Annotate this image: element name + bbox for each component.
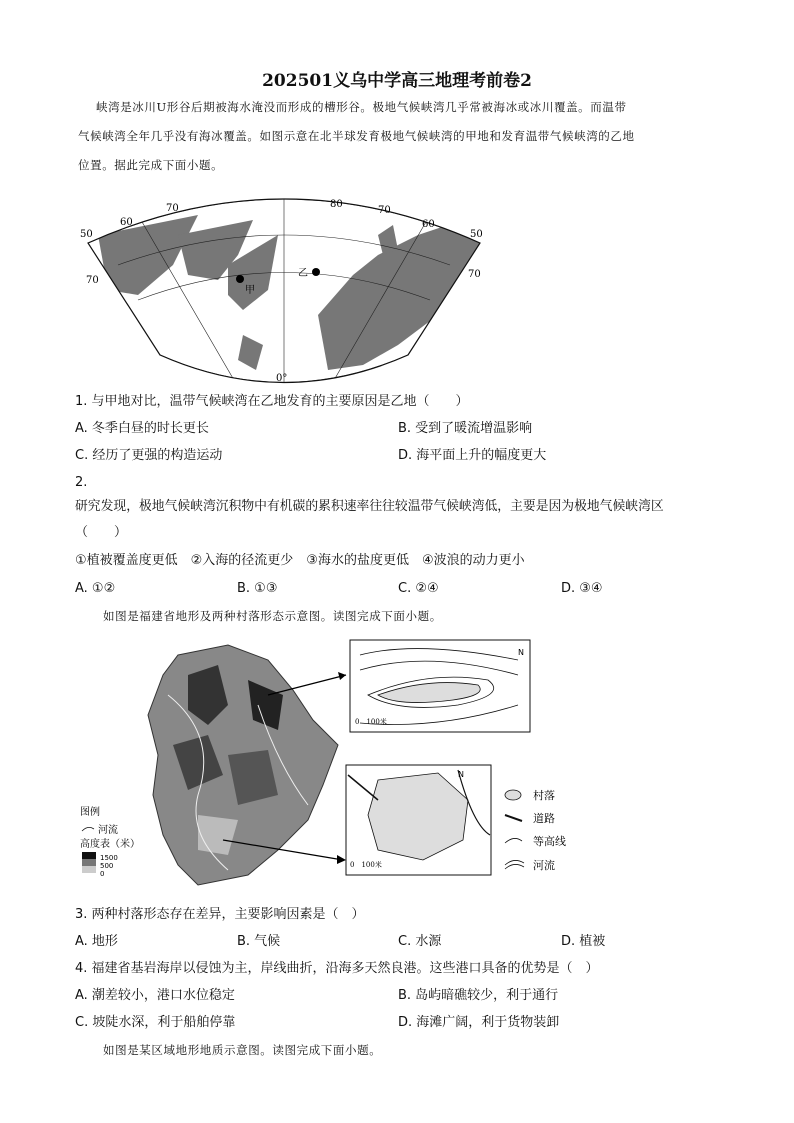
intro-line-1: 峡湾是冰川U形谷后期被海水淹没而形成的槽形谷。极地气候峡湾几乎常被海冰或冰川覆盖。而温带 (96, 100, 627, 114)
lat-label: 50 (80, 229, 93, 240)
page-title: 202501义乌中学高三地理考前卷2 (262, 71, 532, 91)
lon-label: 70 (468, 269, 481, 280)
lon-label: 60 (422, 219, 435, 230)
point-yi (312, 268, 320, 276)
legend-village: 村落 (533, 789, 555, 802)
lon-label: 60 (120, 217, 133, 228)
north-arrow: N (518, 648, 524, 657)
q3-option-d[interactable]: D. 植被 (561, 934, 606, 949)
label-yi: 乙 (298, 268, 308, 279)
q3-option-a[interactable]: A. 地形 (75, 934, 118, 949)
intro-3: 如图是某区域地形地质示意图。读图完成下面小题。 (103, 1043, 382, 1057)
q4-option-c[interactable]: C. 坡陡水深，利于船舶停靠 (75, 1015, 236, 1030)
legend-river: 河流 (533, 859, 555, 872)
lon-label: 70 (378, 205, 391, 216)
fjord-location-map (78, 195, 490, 387)
scale-bar: 0 100米 (350, 861, 382, 869)
q1-option-a[interactable]: A. 冬季白昼的时长更长 (75, 421, 209, 436)
legend-title: 图例 (80, 807, 100, 818)
q1-option-c[interactable]: C. 经历了更强的构造运动 (75, 448, 223, 463)
lat-label: 80 (330, 199, 343, 210)
intro-line-3: 位置。据此完成下面小题。 (78, 158, 224, 172)
q4-option-b[interactable]: B. 岛屿暗礁较少，利于通行 (398, 988, 559, 1003)
q3-option-b[interactable]: B. 气候 (237, 934, 281, 949)
q1-option-d[interactable]: D. 海平面上升的幅度更大 (398, 448, 547, 463)
q2-option-b[interactable]: B. ①③ (237, 581, 278, 596)
elev-0: 0 (100, 870, 105, 878)
intro-line-2: 气候峡湾全年几乎没有海冰覆盖。如图示意在北半球发育极地气候峡湾的甲地和发育温带气候峡湾的乙地 (78, 129, 635, 143)
q2-paren: （ ） (75, 525, 128, 540)
legend-river-left: 河流 (98, 825, 118, 836)
elev-1500: 1500 (100, 854, 118, 862)
q3-stem: 3. 两种村落形态存在差异，主要影响因素是（ ） (75, 907, 365, 922)
point-jia (236, 275, 244, 283)
lon-label-zero: 0° (276, 373, 288, 384)
lat-label: 50 (470, 229, 483, 240)
scale-bar: 0 100米 (355, 718, 387, 726)
q4-option-d[interactable]: D. 海滩广阔，利于货物装卸 (398, 1015, 560, 1030)
north-arrow: N (458, 770, 464, 779)
label-jia: 甲 (245, 285, 255, 296)
q2-option-d[interactable]: D. ③④ (561, 581, 603, 596)
q4-option-a[interactable]: A. 潮差较小，港口水位稳定 (75, 988, 235, 1003)
legend-contour: 等高线 (533, 835, 566, 848)
q3-option-c[interactable]: C. 水源 (398, 934, 442, 949)
q2-items: ①植被覆盖度更低 ②入海的径流更少 ③海水的盐度更低 ④波浪的动力更小 (75, 553, 525, 568)
fujian-terrain-map (78, 635, 578, 895)
q1-option-b[interactable]: B. 受到了暖流增温影响 (398, 421, 533, 436)
lon-label: 70 (166, 203, 179, 214)
legend-village-icon (505, 790, 521, 800)
legend-road: 道路 (533, 812, 555, 825)
q1-stem: 1. 与甲地对比，温带气候峡湾在乙地发育的主要原因是乙地（ ） (75, 394, 469, 409)
q2-stem: 研究发现，极地气候峡湾沉积物中有机碳的累积速率往往较温带气候峡湾低，主要是因为极地气候峡湾区 (75, 499, 664, 514)
lon-label: 70 (86, 275, 99, 286)
q4-stem: 4. 福建省基岩海岸以侵蚀为主，岸线曲折，沿海多天然良港。这些港口具备的优势是（ ） (75, 961, 599, 976)
elev-500: 500 (100, 862, 114, 870)
intro-2: 如图是福建省地形及两种村落形态示意图。读图完成下面小题。 (103, 609, 442, 623)
q2-number: 2. (75, 475, 88, 490)
legend-elevation: 高度表（米） (80, 839, 140, 850)
q2-option-c[interactable]: C. ②④ (398, 581, 439, 596)
q2-option-a[interactable]: A. ①② (75, 581, 116, 596)
